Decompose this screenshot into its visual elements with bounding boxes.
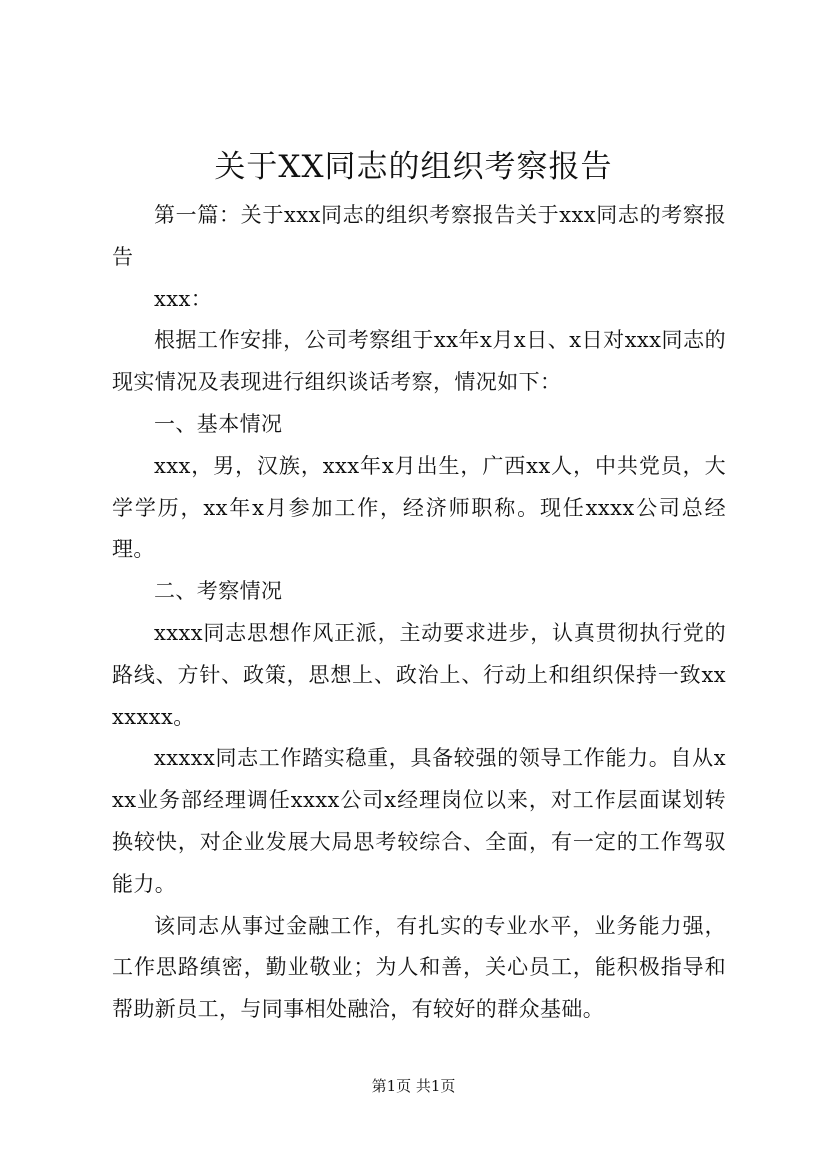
paragraph-assessment-political: xxxx同志思想作风正派，主动要求进步，认真贯彻执行党的路线、方针、政策，思想上、政治上、行动上和组织保持一致xxxxxxx。 [112,620,726,729]
paragraph-intro: 根据工作安排，公司考察组于xx年x月x日、x日对xxx同志的现实情况及表现进行组织谈话考察，情况如下： [112,328,726,395]
page-number-footer: 第1页 共1页 [371,1077,456,1095]
paragraph-heading: 第一篇：关于xxx同志的组织考察报告关于xxx同志的考察报告 [112,203,726,269]
section-heading-assessment: 二、考察情况 [154,579,283,604]
paragraph-salutation: xxx： [154,286,213,311]
section-heading-basic-info: 一、基本情况 [154,411,283,436]
document-title: 关于XX同志的组织考察报告 [214,149,613,185]
paragraph-assessment-conduct: 该同志从事过金融工作，有扎实的专业水平，业务能力强，工作思路缜密，勤业敬业；为人和善，关心员工，能积极指导和帮助新员工，与同事相处融洽，有较好的群众基础。 [112,913,726,1022]
paragraph-basic-info: xxx，男，汉族，xxx年x月出生，广西xx人，中共党员，大学学历，xx年x月参加工作，经济师职称。现任xxxx公司总经理。 [112,453,726,562]
paragraph-assessment-ability: xxxxx同志工作踏实稳重，具备较强的领导工作能力。自从xxx业务部经理调任xxxx公司x经理岗位以来，对工作层面谋划转换较快，对企业发展大局思考较综合、全面，有一定的工作驾驭能力。 [112,746,726,896]
document-body [112,195,726,1031]
